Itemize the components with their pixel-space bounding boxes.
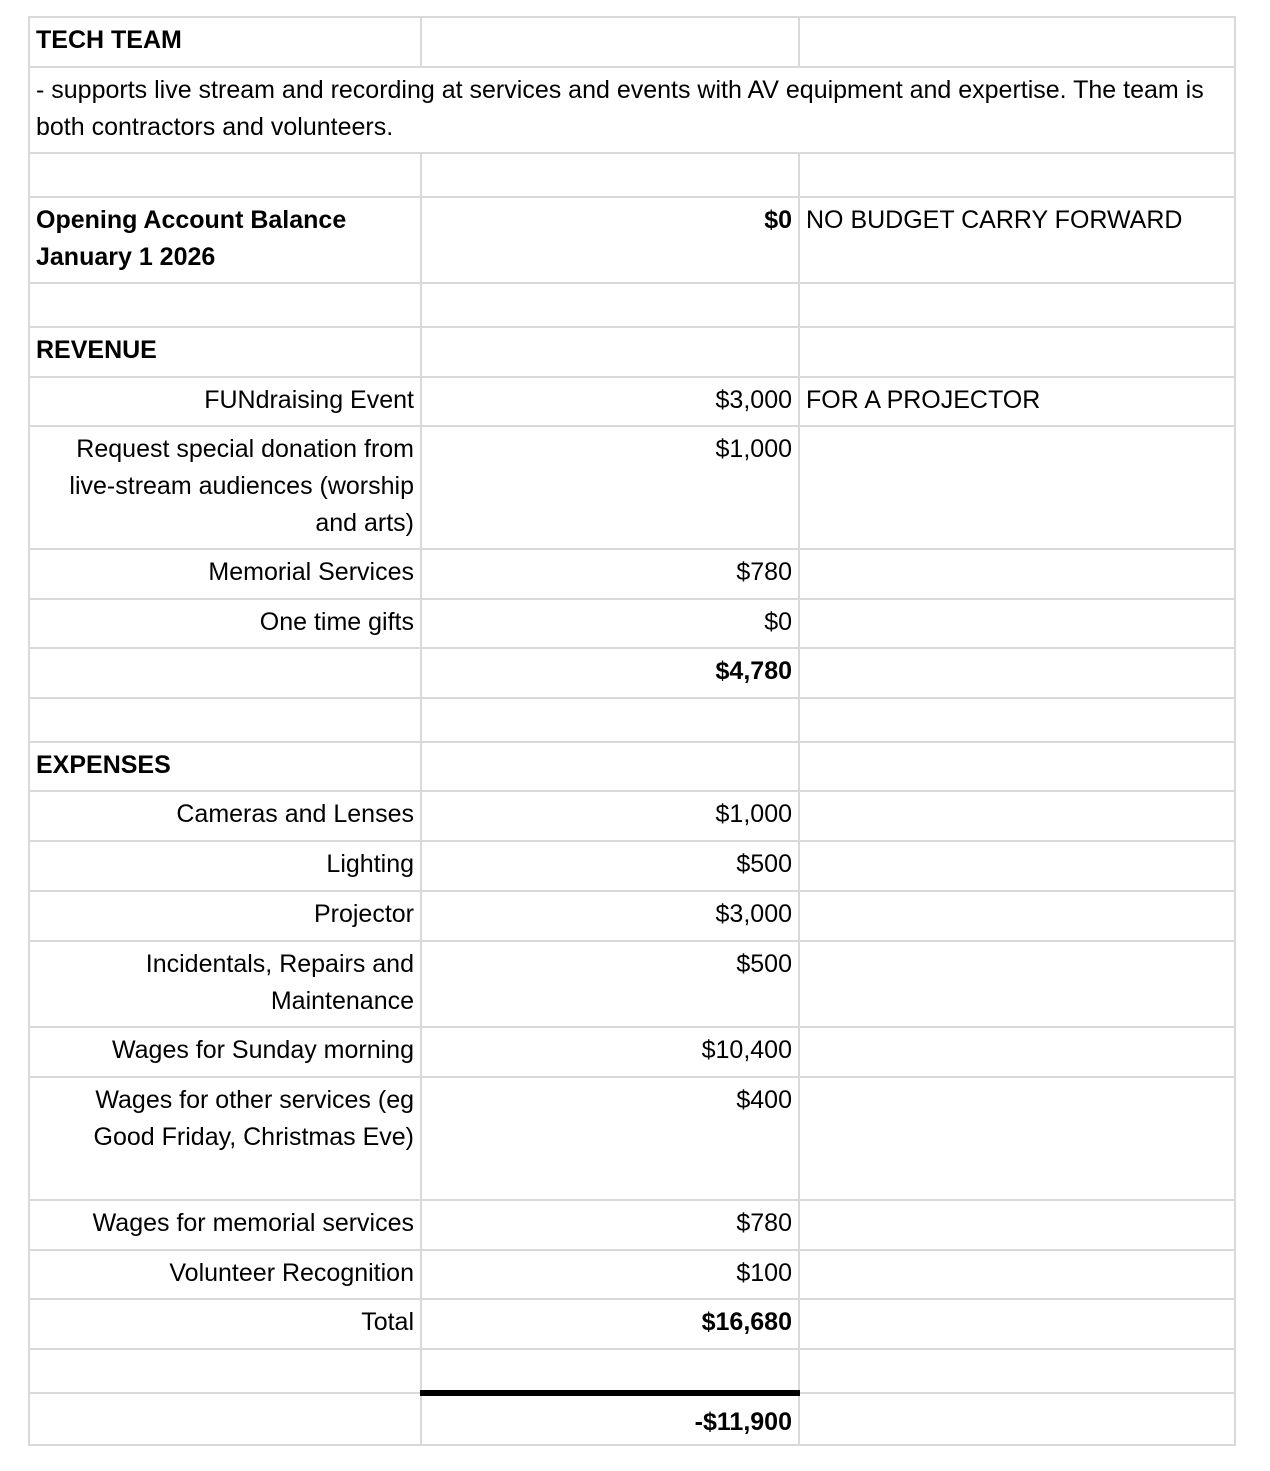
opening-balance-amount[interactable]: $0 — [421, 197, 799, 283]
blank-row — [29, 153, 1235, 197]
expense-amount[interactable]: $10,400 — [421, 1027, 799, 1077]
empty-cell[interactable] — [421, 1349, 799, 1393]
revenue-row — [29, 549, 1235, 599]
empty-cell[interactable] — [799, 153, 1235, 197]
revenue-amount[interactable]: $780 — [421, 549, 799, 599]
empty-cell[interactable] — [421, 327, 799, 377]
revenue-label[interactable]: FUNdraising Event — [29, 377, 421, 426]
empty-cell[interactable] — [799, 1027, 1235, 1077]
revenue-amount[interactable]: $1,000 — [421, 426, 799, 549]
budget-sheet — [28, 16, 1236, 1446]
expense-label[interactable]: Cameras and Lenses — [29, 791, 421, 841]
opening-balance-label[interactable] — [29, 197, 421, 283]
empty-cell[interactable] — [799, 742, 1235, 791]
opening-balance-note[interactable]: NO BUDGET CARRY FORWARD — [799, 197, 1235, 283]
expenses-heading-row — [29, 742, 1235, 791]
empty-cell[interactable] — [799, 1200, 1235, 1250]
empty-cell[interactable] — [799, 1077, 1235, 1200]
revenue-total[interactable]: $4,780 — [421, 648, 799, 698]
revenue-note[interactable] — [799, 426, 1235, 549]
net-row — [29, 1393, 1235, 1445]
empty-cell[interactable] — [421, 698, 799, 742]
empty-cell[interactable] — [29, 1349, 421, 1393]
team-description[interactable]: - supports live stream and recording at services and events with AV equipment and expertise. The team is both contractors and volunteers. — [29, 67, 1235, 153]
empty-cell[interactable] — [421, 283, 799, 327]
expense-row — [29, 941, 1235, 1027]
revenue-amount[interactable]: $0 — [421, 599, 799, 648]
empty-cell[interactable] — [799, 841, 1235, 891]
expense-amount[interactable]: $780 — [421, 1200, 799, 1250]
expense-total[interactable]: $16,680 — [421, 1299, 799, 1349]
opening-balance-label-line1: Opening Account Balance — [36, 206, 347, 234]
expense-label[interactable]: Wages for memorial services — [29, 1200, 421, 1250]
expense-label[interactable]: Volunteer Recognition — [29, 1250, 421, 1299]
empty-cell[interactable] — [799, 1349, 1235, 1393]
empty-cell[interactable] — [799, 283, 1235, 327]
empty-cell[interactable] — [799, 1250, 1235, 1299]
expense-row — [29, 1250, 1235, 1299]
blank-row — [29, 698, 1235, 742]
empty-cell[interactable] — [799, 791, 1235, 841]
title-row — [29, 17, 1235, 67]
revenue-label[interactable]: Memorial Services — [29, 549, 421, 599]
opening-balance-row — [29, 197, 1235, 283]
expense-total-row — [29, 1299, 1235, 1349]
revenue-heading-row — [29, 327, 1235, 377]
expense-row — [29, 1200, 1235, 1250]
empty-cell[interactable] — [799, 941, 1235, 1027]
empty-cell[interactable] — [799, 17, 1235, 67]
revenue-row — [29, 426, 1235, 549]
empty-cell[interactable] — [29, 153, 421, 197]
empty-cell[interactable] — [799, 1393, 1235, 1445]
empty-cell[interactable] — [29, 283, 421, 327]
expenses-heading[interactable]: EXPENSES — [29, 742, 421, 791]
expense-row — [29, 1077, 1235, 1200]
empty-cell[interactable] — [799, 648, 1235, 698]
revenue-row — [29, 599, 1235, 648]
expense-amount[interactable]: $3,000 — [421, 891, 799, 941]
expense-label[interactable]: Wages for Sunday morning — [29, 1027, 421, 1077]
revenue-note[interactable]: FOR A PROJECTOR — [799, 377, 1235, 426]
description-row — [29, 67, 1235, 153]
expense-amount[interactable]: $400 — [421, 1077, 799, 1200]
empty-cell[interactable] — [421, 742, 799, 791]
revenue-amount[interactable]: $3,000 — [421, 377, 799, 426]
sheet-title[interactable]: TECH TEAM — [29, 17, 421, 67]
empty-cell[interactable] — [421, 17, 799, 67]
revenue-heading[interactable]: REVENUE — [29, 327, 421, 377]
empty-cell[interactable] — [799, 891, 1235, 941]
empty-cell[interactable] — [29, 1393, 421, 1445]
revenue-row — [29, 377, 1235, 426]
expense-amount[interactable]: $500 — [421, 941, 799, 1027]
empty-cell[interactable] — [799, 1299, 1235, 1349]
expense-row — [29, 841, 1235, 891]
opening-balance-label-line2: January 1 2026 — [36, 243, 216, 271]
empty-cell[interactable] — [29, 698, 421, 742]
revenue-label[interactable]: Request special donation from live-stream audiences (worship and arts) — [29, 426, 421, 549]
expense-row — [29, 891, 1235, 941]
expense-row — [29, 791, 1235, 841]
revenue-label[interactable]: One time gifts — [29, 599, 421, 648]
expense-total-label[interactable]: Total — [29, 1299, 421, 1349]
revenue-total-row — [29, 648, 1235, 698]
expense-amount[interactable]: $100 — [421, 1250, 799, 1299]
blank-row — [29, 283, 1235, 327]
expense-label[interactable]: Lighting — [29, 841, 421, 891]
expense-label[interactable]: Incidentals, Repairs and Maintenance — [29, 941, 421, 1027]
expense-row — [29, 1027, 1235, 1077]
empty-cell[interactable] — [29, 648, 421, 698]
expense-label[interactable]: Wages for other services (eg Good Friday, Christmas Eve) — [29, 1077, 421, 1200]
expense-amount[interactable]: $1,000 — [421, 791, 799, 841]
revenue-note[interactable] — [799, 599, 1235, 648]
empty-cell[interactable] — [799, 698, 1235, 742]
blank-row — [29, 1349, 1235, 1393]
empty-cell[interactable] — [799, 327, 1235, 377]
net-balance[interactable]: -$11,900 — [421, 1393, 799, 1445]
empty-cell[interactable] — [421, 153, 799, 197]
expense-amount[interactable]: $500 — [421, 841, 799, 891]
expense-label[interactable]: Projector — [29, 891, 421, 941]
revenue-note[interactable] — [799, 549, 1235, 599]
